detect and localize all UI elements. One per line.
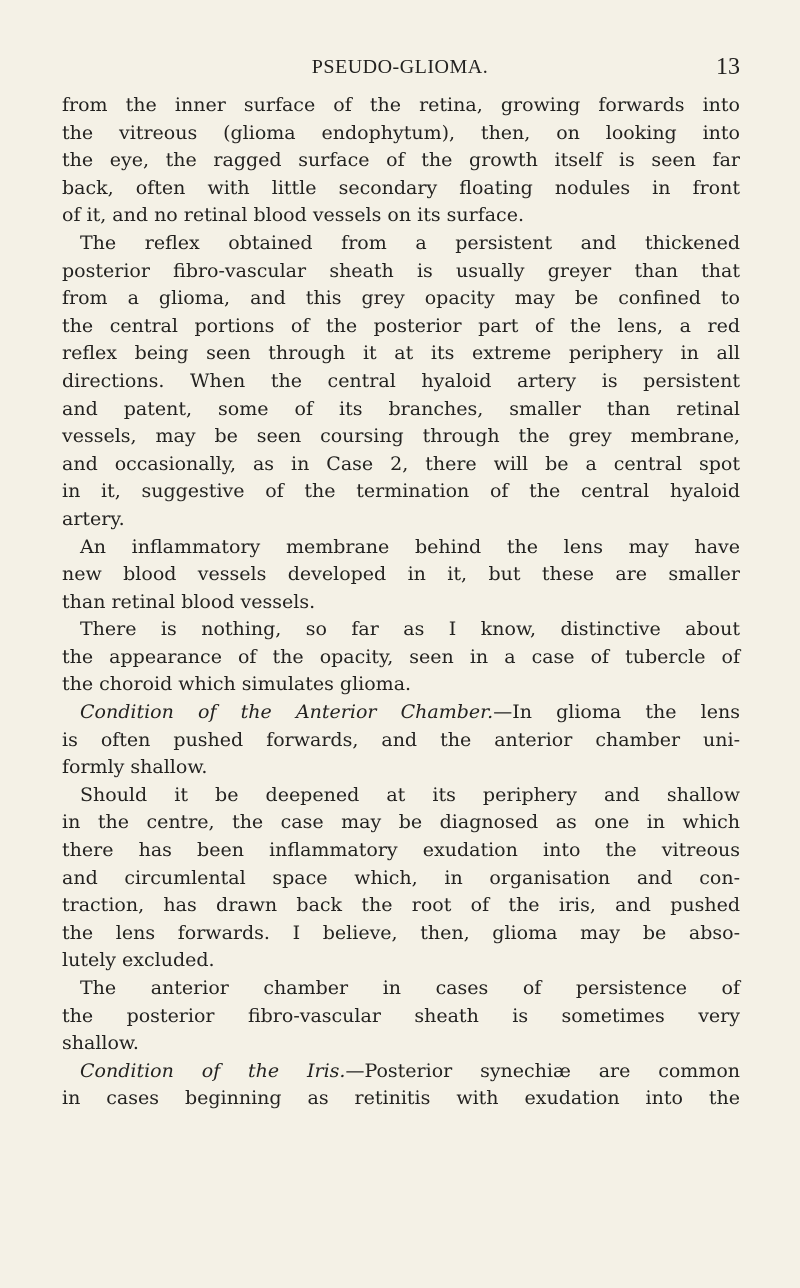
text-line: shallow. <box>62 1032 139 1055</box>
text-line: from a glioma, and this grey opacity may be confined to <box>62 287 740 310</box>
text-line: the central portions of the posterior part of the lens, a red <box>62 314 740 337</box>
text-line: there has been inflammatory exudation into the vitreous <box>62 839 740 862</box>
section-heading-line: Condition of the Anterior Chamber.—In glioma the lens <box>80 701 740 724</box>
text-line: and occasionally, as in Case 2, there will be a central spot <box>62 452 740 475</box>
text-line: back, often with little secondary floating nodules in front <box>62 176 740 199</box>
text-line: in cases beginning as retinitis with exudation into the <box>62 1087 740 1110</box>
paragraph-start: An inflammatory membrane behind the lens may have <box>80 535 740 558</box>
text-line: of it, and no retinal blood vessels on its surface. <box>62 204 524 227</box>
paragraph-start: Should it be deepened at its periphery and shallow <box>80 783 740 806</box>
text-line: the lens forwards. I believe, then, glioma may be abso- <box>62 921 740 944</box>
text-line: the posterior fibro-vascular sheath is sometimes very <box>62 1004 740 1027</box>
paragraph-start: There is nothing, so far as I know, distinctive about <box>80 618 740 641</box>
page-header <box>60 54 740 84</box>
section-heading: Condition of the Iris. <box>80 1059 346 1082</box>
text-line: traction, has drawn back the root of the iris, and pushed <box>62 894 740 917</box>
text-line: the choroid which simulates glioma. <box>62 673 412 696</box>
paragraph-start: The anterior chamber in cases of persistence of <box>80 977 740 999</box>
section-heading: Condition of the Anterior Chamber. <box>80 701 494 724</box>
text-line: is often pushed forwards, and the anterior chamber uni- <box>62 728 740 751</box>
text-line: and patent, some of its branches, smaller than retinal <box>62 397 740 420</box>
text-line: lutely excluded. <box>62 949 215 972</box>
text-line: the vitreous (glioma endophytum), then, on looking into <box>62 121 740 144</box>
text-line: vessels, may be seen coursing through the grey membrane, <box>62 425 740 448</box>
text-line: the appearance of the opacity, seen in a case of tubercle of <box>62 645 740 668</box>
page-number: 13 <box>716 54 740 80</box>
text-line: artery. <box>62 507 125 530</box>
running-head: PSEUDO-GLIOMA. <box>311 56 489 78</box>
body-text <box>62 92 740 1113</box>
text-line: directions. When the central hyaloid artery is persistent <box>62 369 740 392</box>
text-line: new blood vessels developed in it, but these are smaller <box>62 563 740 586</box>
text-line: and circumlental space which, in organisation and con- <box>62 866 740 889</box>
text-line: formly shallow. <box>62 756 208 779</box>
section-heading-line: Condition of the Iris.—Posterior synechiæ are common <box>80 1059 740 1082</box>
text-line: from the inner surface of the retina, growing forwards into <box>62 94 740 116</box>
text-line: in the centre, the case may be diagnosed as one in which <box>62 811 740 834</box>
text-line: reflex being seen through it at its extreme periphery in all <box>62 342 740 365</box>
text-line: posterior fibro-vascular sheath is usually greyer than that <box>62 259 740 282</box>
text-line: in it, suggestive of the termination of the central hyaloid <box>62 480 740 503</box>
paragraph-start: The reflex obtained from a persistent and thickened <box>80 231 740 254</box>
text-line: than retinal blood vessels. <box>62 590 316 613</box>
text-line: the eye, the ragged surface of the growth itself is seen far <box>62 149 740 172</box>
